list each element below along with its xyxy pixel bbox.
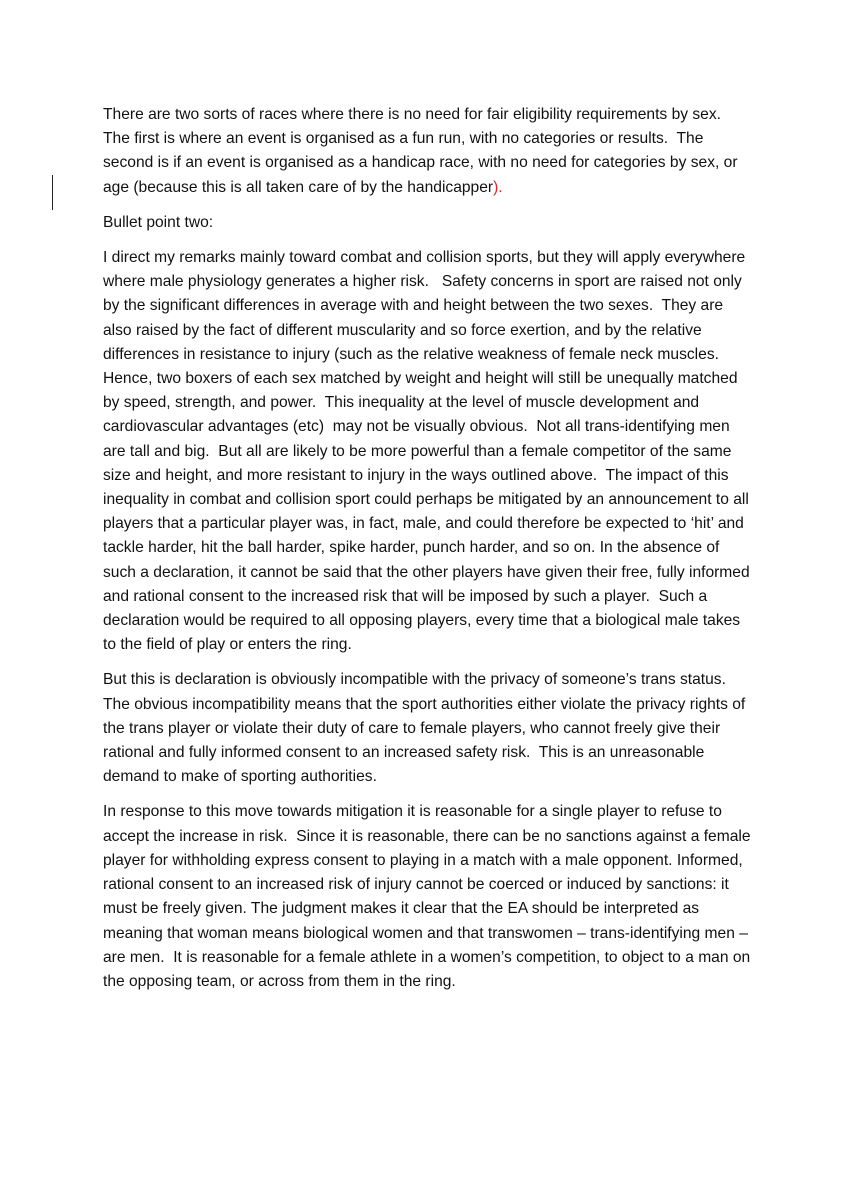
tracked-change-text: ). (493, 178, 503, 196)
paragraph-combat-sports: I direct my remarks mainly toward combat and collision sports, but they will apply everywhere where male physiology generates a higher risk. Safety concerns in sport are raised not only by the significant differences in average with and height between the two sexes. They are also raised by the fact of different muscularity and so force exertion, and by the relative differences in resistance to injury (such as the relative weakness of female neck muscles. Hence, two boxers of each sex matched by weight and height will still be unequally matched by speed, strength, and power. This inequality at the level of muscle development and cardiovascular advantages (etc) may not be visually obvious. Not all trans-identifying men are tall and big. But all are likely to be more powerful than a female competitor of the same size and height, and more resistant to injury in the ways outlined above. The impact of this inequality in combat and collision sport could perhaps be mitigated by an announcement to all players that a particular player was, in fact, male, and could therefore be expected to ‘hit’ and tackle harder, hit the ball harder, spike harder, punch harder, and so on. In the absence of such a declaration, it cannot be said that the other players have given their free, fully informed and rational consent to the increased risk that will be imposed by such a player. Such a declaration would be required to all opposing players, every time that a biological male takes to the field of play or enters the ring. (103, 249, 754, 654)
paragraph-fair-eligibility (103, 103, 751, 200)
paragraph-privacy: But this is declaration is obviously incompatible with the privacy of someone’s trans status. The obvious incompatibility means that the sport authorities either violate the privacy rights of the trans player or violate their duty of care to female players, who cannot freely give their rational and fully informed consent to an increased safety risk. This is an unreasonable demand to make of sporting authorities. (103, 671, 750, 786)
document-body (103, 103, 755, 1005)
paragraph-consent: In response to this move towards mitigation it is reasonable for a single player to refuse to accept the increase in risk. Since it is reasonable, there can be no sanctions against a female player for withholding express consent to playing in a match with a male opponent. Informed, rational consent to an increased risk of injury cannot be coerced or induced by sanctions: it must be freely given. The judgment makes it clear that the EA should be interpreted as meaning that woman means biological women and that transwomen – trans-identifying men – are men. It is reasonable for a female athlete in a women’s competition, to object to a man on the opposing team, or across from them in the ring. (103, 803, 755, 990)
paragraph-text: There are two sorts of races where there is no need for fair eligibility requirements by sex. The first is where an event is organised as a fun run, with no categories or results. The second is if an event is organised as a handicap race, with no need for categories by sex, or age (because this is all taken care of by the handicapper (103, 106, 742, 196)
paragraph-bullet-heading: Bullet point two: (103, 213, 214, 231)
tracked-change-bar (52, 175, 53, 210)
